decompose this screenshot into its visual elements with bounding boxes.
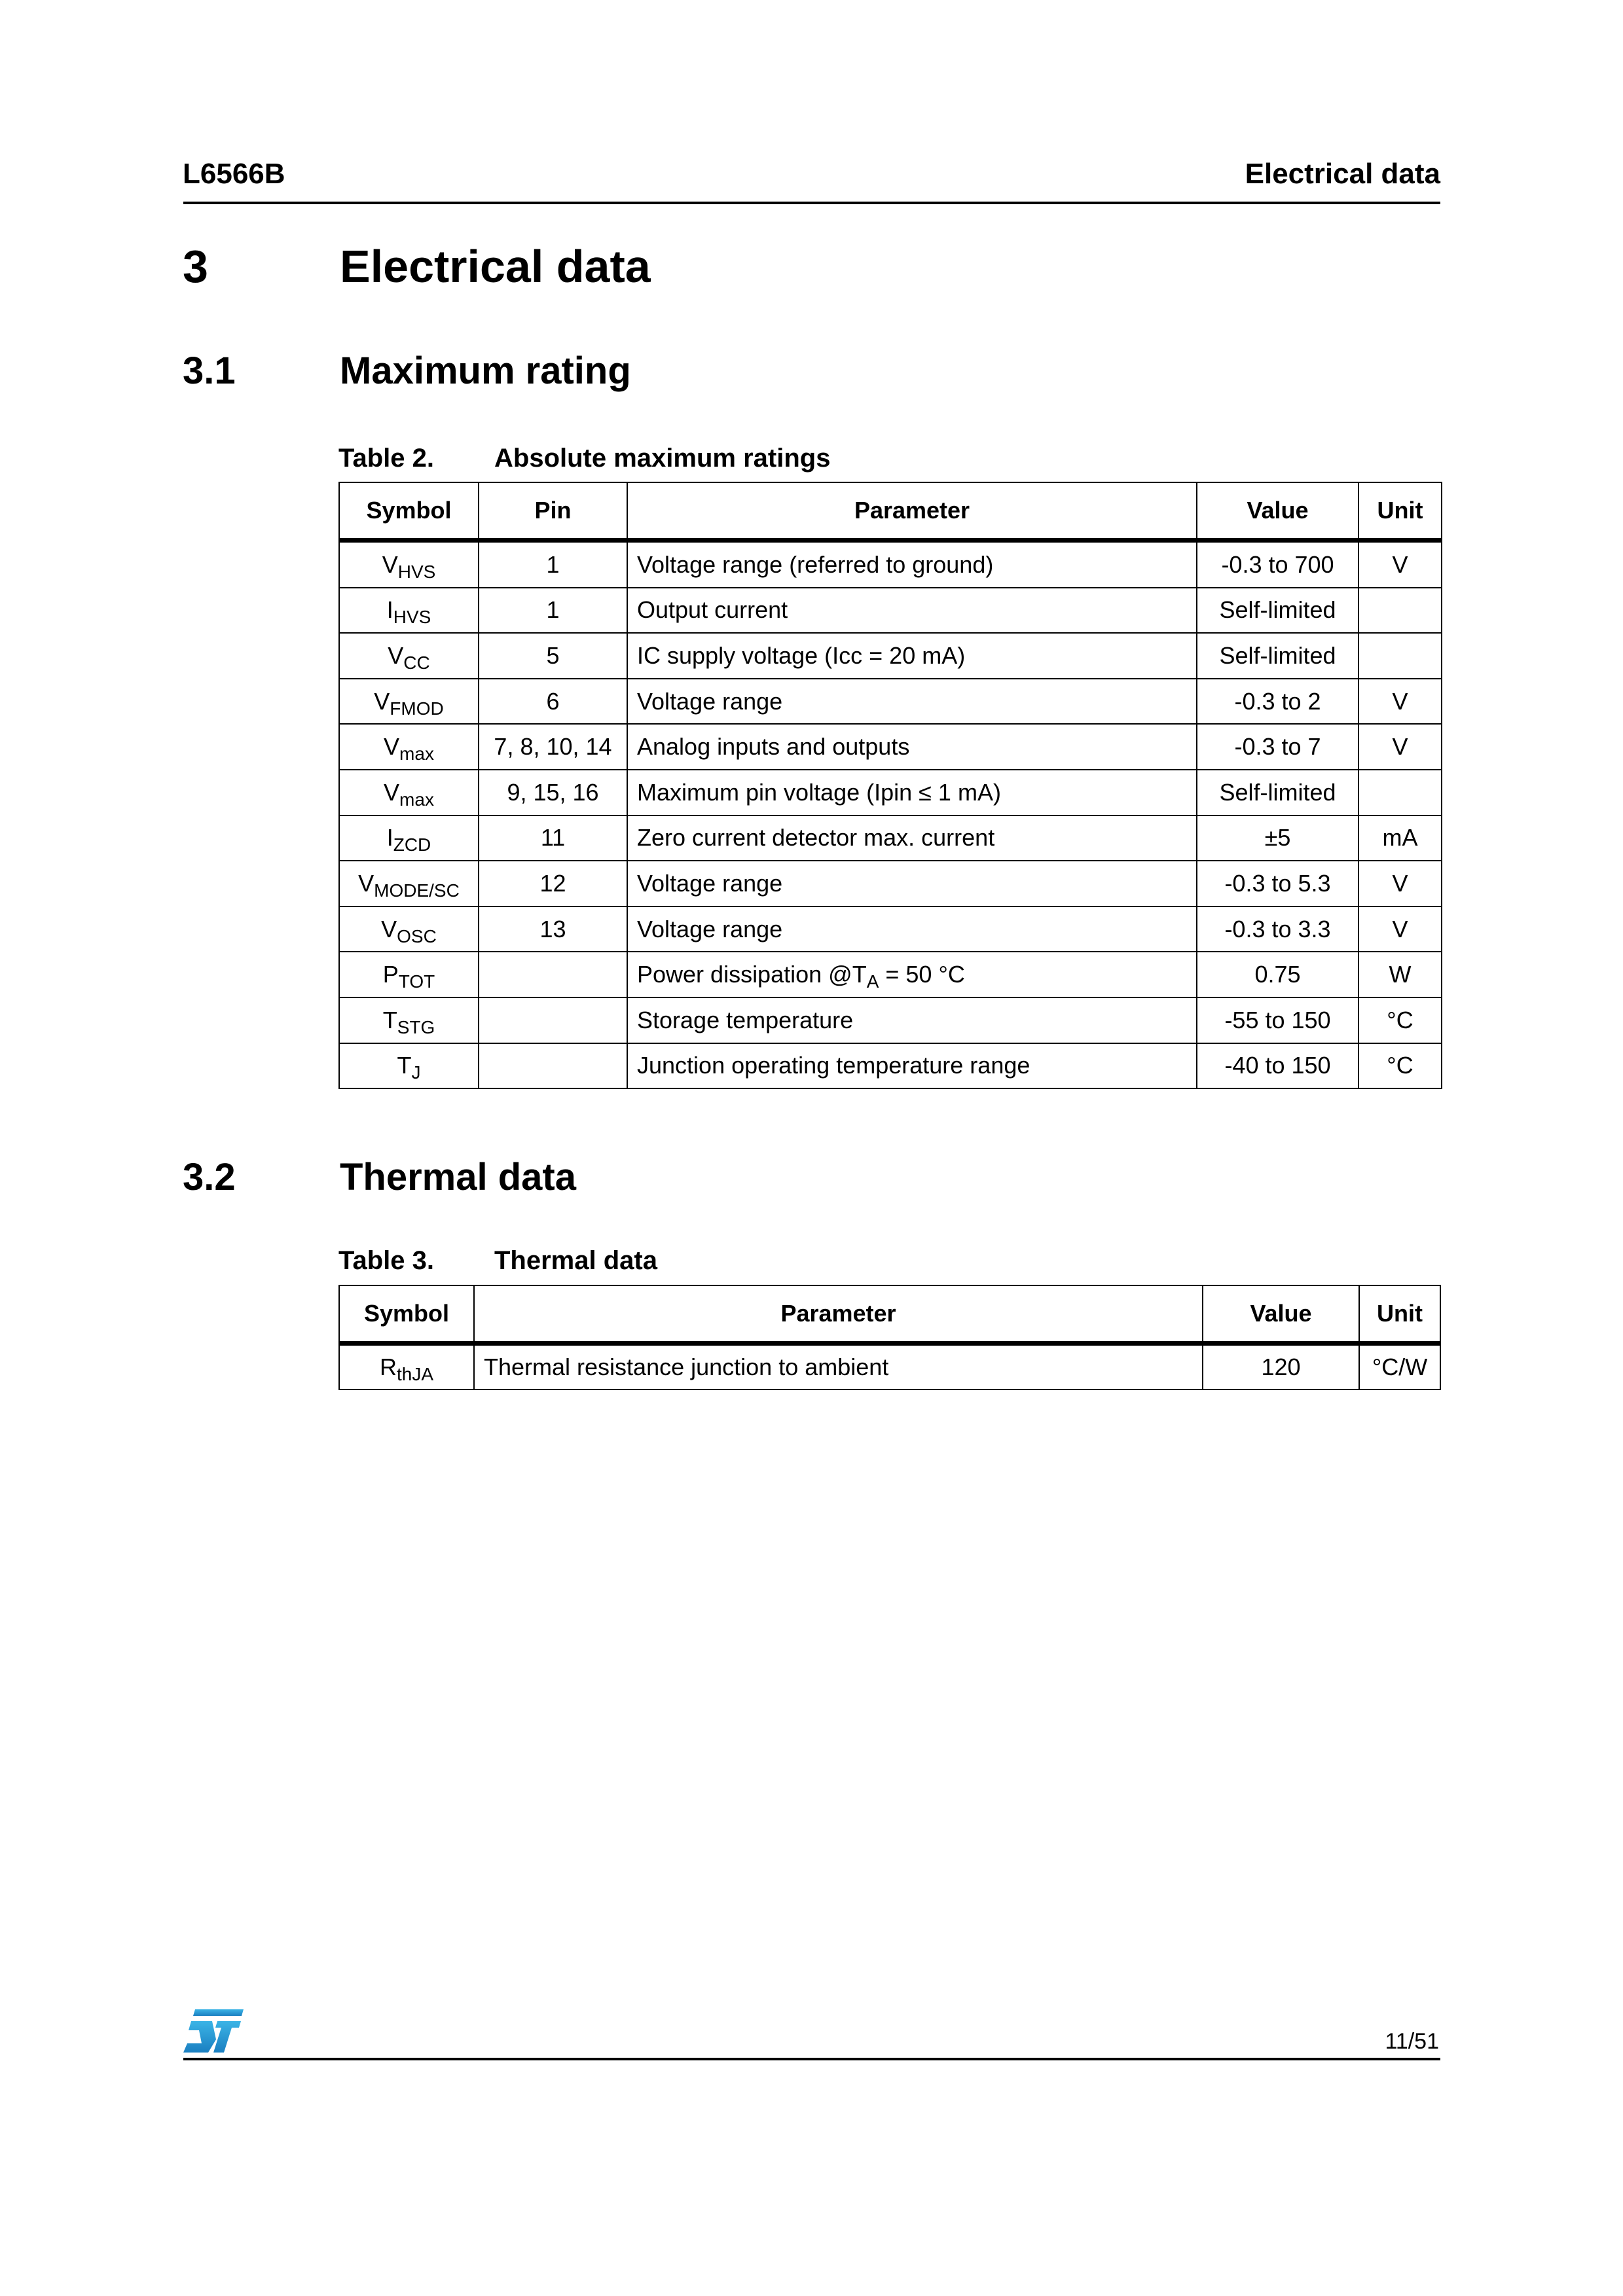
chapter-title: Electrical data: [340, 241, 651, 292]
parameter-text: Junction operating temperature range: [637, 1052, 1030, 1079]
table-row: [339, 770, 1442, 816]
section-title: Thermal data: [340, 1156, 576, 1198]
cell-pin: 12: [479, 861, 627, 906]
cell-parameter: [627, 952, 1197, 997]
cell-parameter: [627, 1043, 1197, 1089]
cell-value: 0.75: [1197, 952, 1359, 997]
column-header-value: Value: [1197, 482, 1359, 541]
cell-pin: 11: [479, 816, 627, 861]
cell-parameter: [627, 724, 1197, 770]
symbol-subscript: max: [399, 789, 434, 810]
parameter-text: Voltage range (referred to ground): [637, 550, 994, 578]
cell-pin: 1: [479, 541, 627, 588]
page-number: 11/51: [1385, 2029, 1439, 2054]
cell-parameter: [627, 861, 1197, 906]
cell-symbol: [339, 952, 479, 997]
table-row: [339, 588, 1442, 634]
cell-pin: [479, 997, 627, 1043]
parameter-text: Storage temperature: [637, 1006, 854, 1033]
cell-symbol: [339, 724, 479, 770]
cell-value: Self-limited: [1197, 770, 1359, 816]
cell-parameter: [627, 633, 1197, 679]
symbol-base: V: [384, 778, 400, 806]
table-caption-title: Absolute maximum ratings: [494, 444, 831, 473]
cell-value: -40 to 150: [1197, 1043, 1359, 1089]
parameter-text: Analog inputs and outputs: [637, 733, 910, 761]
cell-symbol: [339, 861, 479, 906]
symbol-subscript: MODE/SC: [374, 880, 460, 901]
table-row: [339, 1344, 1440, 1390]
cell-value: -0.3 to 7: [1197, 724, 1359, 770]
parameter-text: Maximum pin voltage (Ipin ≤ 1 mA): [637, 778, 1001, 806]
parameter-text: Output current: [637, 596, 788, 624]
symbol-base: V: [384, 733, 400, 761]
cell-unit: V: [1359, 906, 1442, 952]
symbol-base: I: [386, 596, 393, 624]
cell-symbol: [339, 588, 479, 634]
symbol-base: T: [382, 1006, 397, 1033]
cell-value: -0.3 to 2: [1197, 679, 1359, 725]
symbol-subscript: STG: [397, 1016, 435, 1037]
parameter-text: Voltage range: [637, 915, 783, 942]
symbol-base: V: [358, 869, 374, 897]
parameter-text: Power dissipation @T: [637, 961, 867, 988]
cell-unit: [1359, 633, 1442, 679]
table-row: [339, 906, 1442, 952]
table-header-row: [339, 482, 1442, 541]
cell-symbol: [339, 679, 479, 725]
cell-value: -0.3 to 5.3: [1197, 861, 1359, 906]
parameter-text: Voltage range: [637, 687, 783, 715]
column-header-symbol: Symbol: [339, 1285, 474, 1344]
cell-symbol: [339, 770, 479, 816]
cell-value: Self-limited: [1197, 633, 1359, 679]
table-row: [339, 541, 1442, 588]
cell-pin: [479, 1043, 627, 1089]
cell-pin: 9, 15, 16: [479, 770, 627, 816]
symbol-subscript: thJA: [396, 1364, 434, 1384]
symbol-subscript: HVS: [397, 561, 436, 582]
cell-unit: [1359, 588, 1442, 634]
cell-parameter: [627, 906, 1197, 952]
cell-parameter: [627, 679, 1197, 725]
symbol-subscript: FMOD: [390, 698, 444, 719]
absolute-max-ratings-table: [338, 482, 1442, 1089]
table-caption-number: Table 3.: [338, 1246, 434, 1275]
symbol-base: P: [382, 961, 399, 988]
cell-pin: [479, 952, 627, 997]
symbol-subscript: CC: [403, 652, 430, 673]
cell-parameter: [627, 588, 1197, 634]
symbol-subscript: J: [411, 1062, 421, 1083]
table-header-row: [339, 1285, 1440, 1344]
cell-symbol: [339, 997, 479, 1043]
symbol-base: T: [397, 1052, 412, 1079]
cell-unit: °C/W: [1359, 1344, 1440, 1390]
column-header-value: Value: [1203, 1285, 1359, 1344]
cell-symbol: [339, 1344, 474, 1390]
symbol-subscript: HVS: [393, 607, 431, 628]
symbol-base: R: [379, 1354, 397, 1380]
section-title: Maximum rating: [340, 350, 631, 392]
cell-pin: 7, 8, 10, 14: [479, 724, 627, 770]
cell-symbol: [339, 541, 479, 588]
header-rule: [183, 202, 1440, 204]
cell-parameter: [627, 770, 1197, 816]
table-row: [339, 1043, 1442, 1089]
cell-symbol: [339, 633, 479, 679]
header-section-title: Electrical data: [1245, 158, 1440, 190]
chapter-number: 3: [183, 241, 208, 292]
cell-pin: 6: [479, 679, 627, 725]
table-row: [339, 679, 1442, 725]
symbol-base: V: [381, 915, 397, 942]
cell-value: Self-limited: [1197, 588, 1359, 634]
cell-value: -0.3 to 3.3: [1197, 906, 1359, 952]
cell-unit: V: [1359, 541, 1442, 588]
column-header-pin: Pin: [479, 482, 627, 541]
parameter-text: Voltage range: [637, 869, 783, 897]
column-header-symbol: Symbol: [339, 482, 479, 541]
cell-value: -0.3 to 700: [1197, 541, 1359, 588]
symbol-subscript: max: [399, 744, 434, 764]
cell-unit: V: [1359, 861, 1442, 906]
cell-unit: [1359, 770, 1442, 816]
cell-symbol: [339, 1043, 479, 1089]
cell-unit: °C: [1359, 1043, 1442, 1089]
section-number: 3.2: [183, 1156, 236, 1198]
symbol-base: V: [374, 687, 390, 715]
parameter-subscript: A: [866, 971, 879, 992]
column-header-unit: Unit: [1359, 482, 1442, 541]
cell-pin: 1: [479, 588, 627, 634]
symbol-base: V: [388, 641, 404, 669]
cell-parameter: [627, 997, 1197, 1043]
symbol-base: I: [386, 824, 393, 852]
cell-pin: 13: [479, 906, 627, 952]
cell-parameter: Thermal resistance junction to ambient: [474, 1344, 1203, 1390]
table-caption: [338, 445, 830, 471]
cell-symbol: [339, 816, 479, 861]
cell-parameter: [627, 816, 1197, 861]
symbol-subscript: TOT: [398, 971, 435, 992]
cell-symbol: [339, 906, 479, 952]
thermal-data-table: [338, 1285, 1441, 1390]
table-row: [339, 724, 1442, 770]
table-row: [339, 861, 1442, 906]
cell-pin: 5: [479, 633, 627, 679]
table-caption-number: Table 2.: [338, 444, 434, 473]
cell-value: ±5: [1197, 816, 1359, 861]
table-row: [339, 816, 1442, 861]
cell-unit: V: [1359, 724, 1442, 770]
symbol-subscript: ZCD: [393, 834, 431, 855]
column-header-parameter: Parameter: [474, 1285, 1203, 1344]
column-header-unit: Unit: [1359, 1285, 1440, 1344]
section-number: 3.1: [183, 350, 236, 392]
column-header-parameter: Parameter: [627, 482, 1197, 541]
st-logo-icon: [182, 2007, 245, 2054]
footer-rule: [183, 2058, 1440, 2060]
table-row: [339, 633, 1442, 679]
cell-value: -55 to 150: [1197, 997, 1359, 1043]
symbol-base: V: [382, 550, 398, 578]
cell-value: 120: [1203, 1344, 1359, 1390]
cell-unit: W: [1359, 952, 1442, 997]
parameter-text: IC supply voltage (Icc = 20 mA): [637, 641, 966, 669]
cell-unit: mA: [1359, 816, 1442, 861]
table-row: [339, 997, 1442, 1043]
table-row: [339, 952, 1442, 997]
cell-parameter: [627, 541, 1197, 588]
header-doc-id: L6566B: [183, 158, 285, 190]
symbol-subscript: OSC: [397, 925, 437, 946]
cell-unit: V: [1359, 679, 1442, 725]
parameter-tail: = 50 °C: [879, 961, 965, 988]
parameter-text: Zero current detector max. current: [637, 824, 995, 852]
cell-unit: °C: [1359, 997, 1442, 1043]
table-caption: [338, 1247, 657, 1274]
table-caption-title: Thermal data: [494, 1246, 657, 1275]
